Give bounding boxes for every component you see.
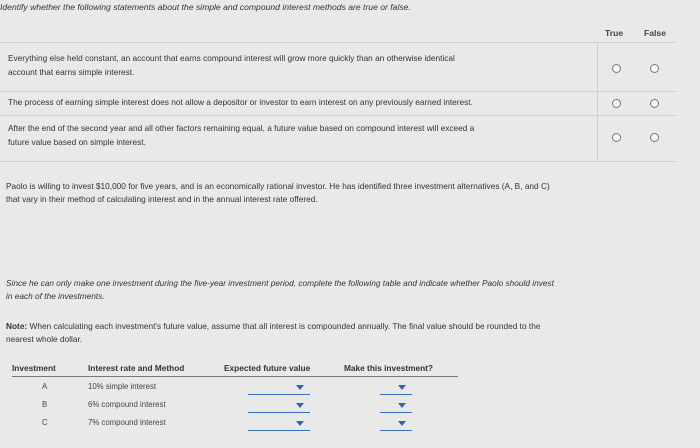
note-paragraph: Note: When calculating each investment's future value, assume that all interest is compounded annually. The final value should be rounded to the nearest whole dollar.	[6, 321, 541, 344]
scenario-paragraph: Paolo is willing to invest $10,000 for five years, and is an economically rational investor. He has identified three investment alternatives (A, B, and C) that vary in their method of calculating interest and in the annual interest rate offered.	[6, 181, 550, 204]
header-divider	[12, 376, 458, 377]
chevron-down-icon	[398, 385, 406, 390]
statement-3-false-radio[interactable]	[650, 133, 659, 142]
investment-method: 6% compound interest	[88, 400, 166, 409]
method-column-header: Interest rate and Method	[88, 363, 185, 373]
task-paragraph: Since he can only make one investment during the five-year investment period, complete the following table and indicate whether Paolo should invest in each of the investments.	[6, 278, 554, 301]
true-column-header: True	[605, 28, 624, 38]
statement-row-1	[0, 43, 676, 92]
chevron-down-icon	[398, 403, 406, 408]
statement-text: Everything else held constant, an account that earns compound interest will grow more quickly than an otherwise identical account that earns simple interest.	[0, 43, 598, 91]
investment-method: 7% compound interest	[88, 418, 166, 427]
statement-text: After the end of the second year and all other factors remaining equal, a future value based on compound interest will exceed a future value based on simple interest.	[0, 116, 598, 160]
chevron-down-icon	[296, 385, 304, 390]
decision-dropdown-b[interactable]	[380, 400, 412, 413]
future-value-dropdown-a[interactable]	[248, 382, 310, 395]
investment-method: 10% simple interest	[88, 382, 157, 391]
statement-row-3	[0, 116, 676, 160]
decision-dropdown-c[interactable]	[380, 418, 412, 431]
future-value-column-header: Expected future value	[224, 363, 311, 373]
statement-2-false-radio[interactable]	[650, 99, 659, 108]
chevron-down-icon	[296, 421, 304, 426]
true-false-table	[0, 42, 676, 162]
instructions: Identify whether the following statements about the simple and compound interest methods are true or false.	[0, 2, 411, 12]
investment-id: C	[42, 418, 48, 427]
future-value-dropdown-b[interactable]	[248, 400, 310, 413]
chevron-down-icon	[296, 403, 304, 408]
investment-id: B	[42, 400, 48, 409]
investment-id: A	[42, 382, 48, 391]
statement-text: The process of earning simple interest does not allow a depositor or investor to earn interest on any previously earned interest.	[0, 92, 598, 115]
future-value-dropdown-c[interactable]	[248, 418, 310, 431]
decision-dropdown-a[interactable]	[380, 382, 412, 395]
statement-1-false-radio[interactable]	[650, 64, 659, 73]
decision-column-header: Make this investment?	[344, 363, 433, 373]
investment-column-header: Investment	[12, 363, 56, 373]
statement-1-true-radio[interactable]	[612, 64, 621, 73]
statement-row-2	[0, 92, 676, 116]
note-label: Note:	[6, 321, 28, 331]
chevron-down-icon	[398, 421, 406, 426]
statement-2-true-radio[interactable]	[612, 99, 621, 108]
false-column-header: False	[644, 28, 666, 38]
statement-3-true-radio[interactable]	[612, 133, 621, 142]
